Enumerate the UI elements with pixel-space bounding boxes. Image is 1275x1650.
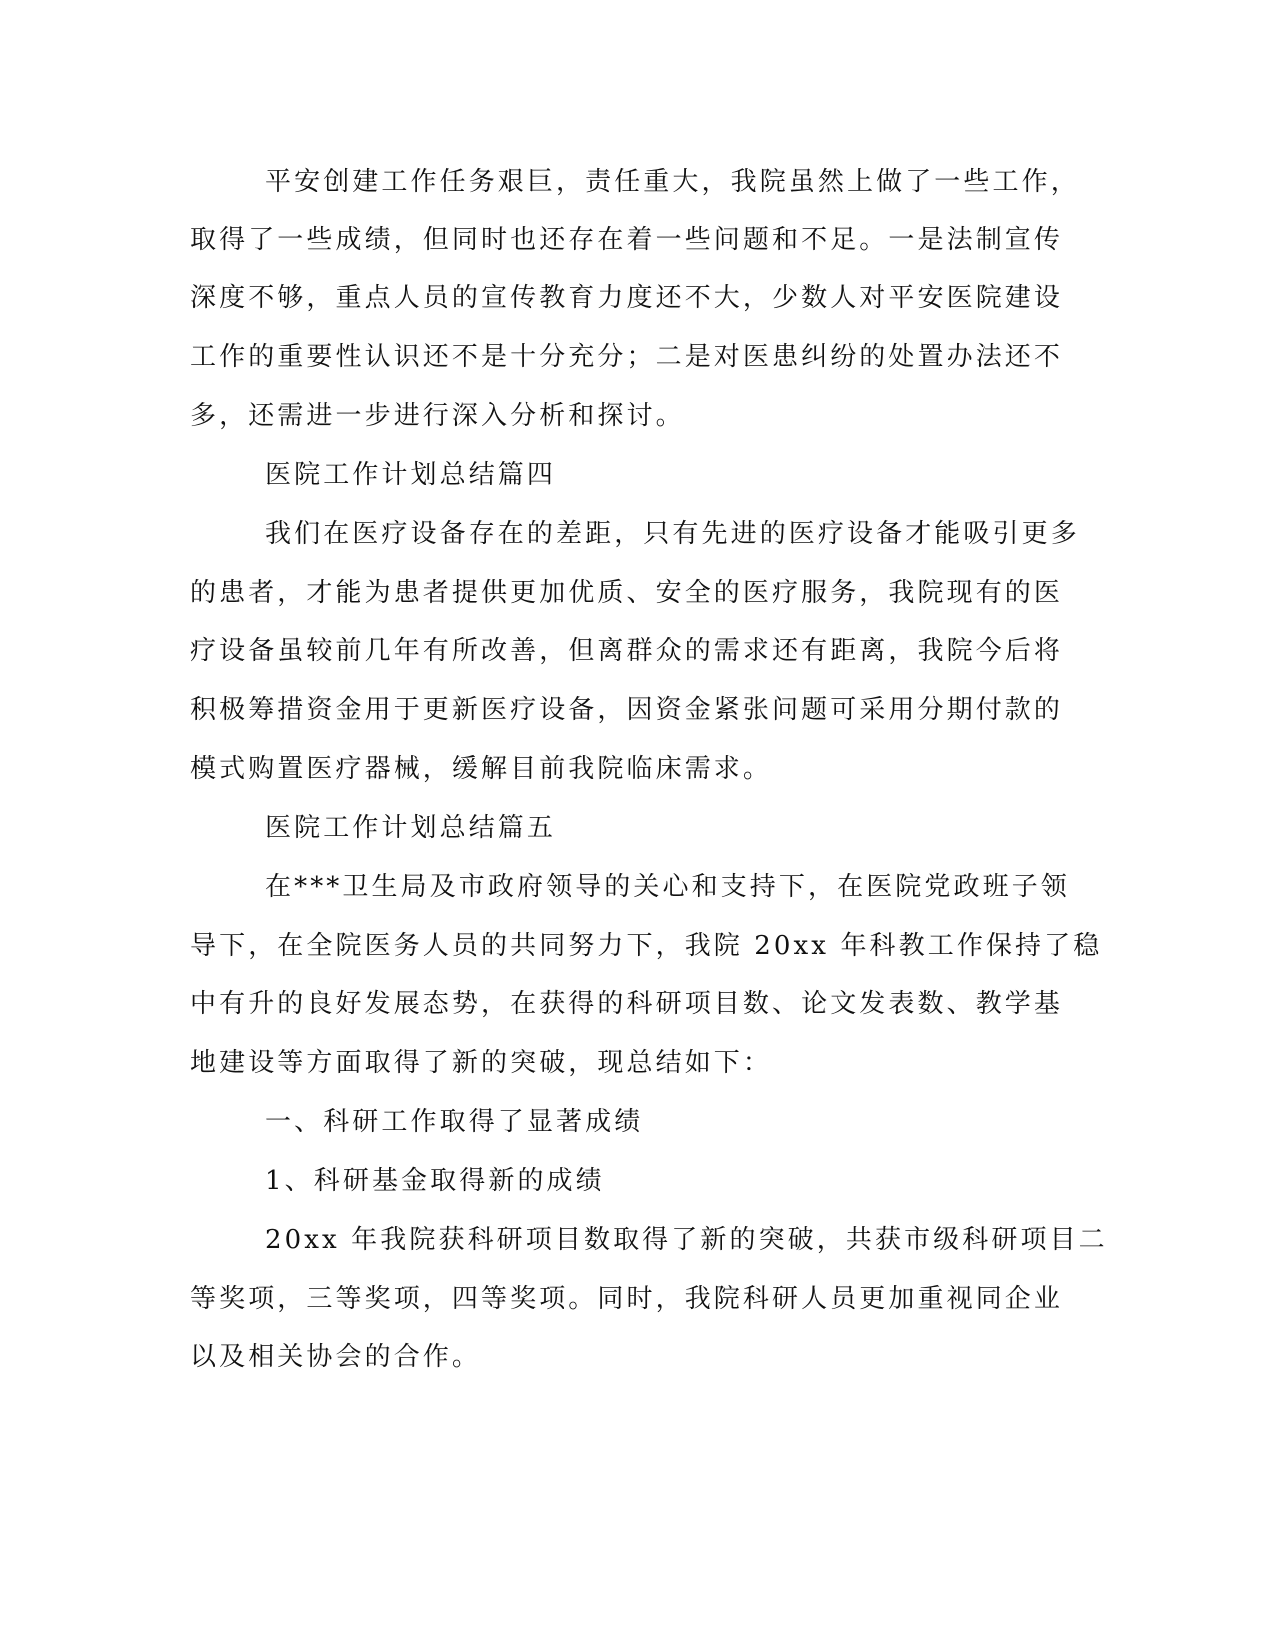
subheading-research-fund: 1、科研基金取得新的成绩 [265,1166,605,1196]
paragraph-2-line-3: 疗设备虽较前几年有所改善，但离群众的需求还有距离，我院今后将 [190,636,1064,666]
paragraph-2-line-5: 模式购置医疗器械，缓解目前我院临床需求。 [190,754,773,784]
paragraph-4-line-3: 以及相关协会的合作。 [190,1342,482,1372]
paragraph-3-line-3: 中有升的良好发展态势，在获得的科研项目数、论文发表数、教学基 [190,989,1064,1019]
paragraph-3-line-4: 地建设等方面取得了新的突破，现总结如下： [190,1048,773,1078]
paragraph-2-line-4: 积极筹措资金用于更新医疗设备，因资金紧张问题可采用分期付款的 [190,695,1064,725]
paragraph-3-line-1: 在***卫生局及市政府领导的关心和支持下，在医院党政班子领 [265,872,1070,902]
paragraph-2-line-2: 的患者，才能为患者提供更加优质、安全的医疗服务，我院现有的医 [190,578,1064,608]
paragraph-1-line-3: 深度不够，重点人员的宣传教育力度还不大，少数人对平安医院建设 [190,283,1064,313]
paragraph-1-line-1: 平安创建工作任务艰巨，责任重大，我院虽然上做了一些工作， [265,167,1080,197]
subheading-research: 一、科研工作取得了显著成绩 [265,1107,644,1137]
paragraph-1-line-2: 取得了一些成绩，但同时也还存在着一些问题和不足。一是法制宣传 [190,225,1064,255]
paragraph-4-line-1: 20xx 年我院获科研项目数取得了新的突破，共获市级科研项目二 [265,1225,1108,1255]
section-heading-4: 医院工作计划总结篇四 [265,460,557,490]
paragraph-1-line-4: 工作的重要性认识还不是十分充分；二是对医患纠纷的处置办法还不 [190,342,1064,372]
paragraph-4-line-2: 等奖项，三等奖项，四等奖项。同时，我院科研人员更加重视同企业 [190,1284,1064,1314]
paragraph-3-line-2: 导下，在全院医务人员的共同努力下，我院 20xx 年科教工作保持了稳 [190,931,1103,961]
paragraph-1-line-5: 多，还需进一步进行深入分析和探讨。 [190,401,685,431]
paragraph-2-line-1: 我们在医疗设备存在的差距，只有先进的医疗设备才能吸引更多 [265,519,1080,549]
section-heading-5: 医院工作计划总结篇五 [265,813,557,843]
